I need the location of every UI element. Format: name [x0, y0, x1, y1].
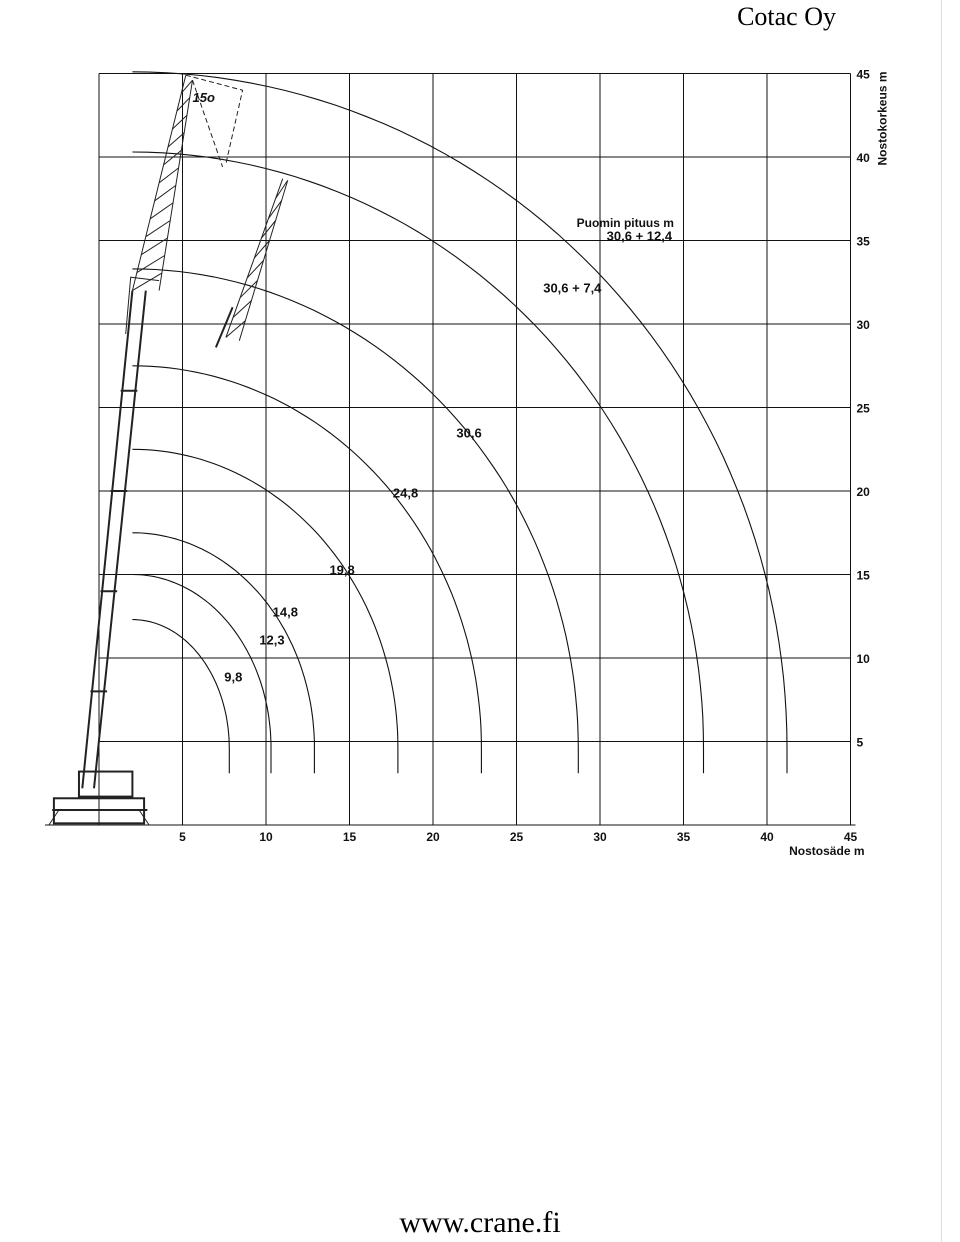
x-axis-title: Nostosäde m [789, 844, 865, 858]
curve-label: 19,8 [329, 562, 355, 578]
jib-angle-label: 15o [192, 89, 215, 105]
curve-label: 30,6 + 7,4 [543, 280, 602, 296]
footer-url: www.crane.fi [399, 1206, 561, 1239]
curve-label: 30,6 [456, 425, 482, 441]
x-tick-label: 5 [179, 830, 186, 844]
legend-title: Puomin pituus m [576, 216, 674, 231]
y-tick-label: 15 [856, 568, 870, 583]
curve-label: 9,8 [224, 669, 243, 685]
curve-label: 30,6 + 12,4 [606, 228, 673, 244]
reach-curve [132, 620, 229, 774]
jib-short-base [216, 307, 233, 347]
crane-drawing-icon [49, 75, 288, 825]
x-tick-label: 10 [259, 830, 273, 844]
x-tick-label: 15 [342, 830, 357, 844]
reach-curve [132, 449, 398, 773]
x-tick-label: 45 [843, 830, 858, 844]
y-tick-label: 30 [856, 318, 870, 332]
y-tick-label: 20 [856, 485, 870, 499]
jib-lattice [132, 80, 192, 290]
crane-cab [79, 772, 132, 797]
reach-curves [132, 72, 787, 773]
reach-curve [132, 575, 271, 774]
curve-label: 24,8 [392, 485, 419, 501]
curve-label: 12,3 [259, 632, 285, 648]
x-tick-label: 20 [426, 830, 440, 844]
x-tick-label: 40 [760, 830, 774, 844]
y-tick-label: 25 [856, 401, 870, 416]
x-tick-label: 35 [676, 830, 691, 844]
reach-curve [132, 366, 481, 773]
x-tick-label: 30 [593, 830, 607, 844]
y-tick-label: 45 [856, 67, 870, 82]
main-boom [82, 291, 146, 789]
curve-label: 14,8 [272, 604, 298, 620]
reach-curve [132, 152, 703, 773]
y-tick-label: 35 [856, 234, 870, 249]
reach-curve [132, 533, 314, 773]
jib-long [132, 75, 192, 290]
jib-short-lattice [226, 180, 288, 337]
y-axis-title: Nostokorkeus m [875, 71, 890, 166]
chart-grid [45, 74, 856, 826]
y-tick-label: 40 [856, 151, 870, 165]
y-tick-label: 5 [856, 735, 864, 750]
y-tick-label: 10 [856, 652, 870, 666]
jib-short [226, 179, 288, 341]
company-name: Cotac Oy [737, 2, 836, 31]
x-tick-label: 25 [509, 830, 524, 844]
reach-curve [132, 269, 578, 773]
